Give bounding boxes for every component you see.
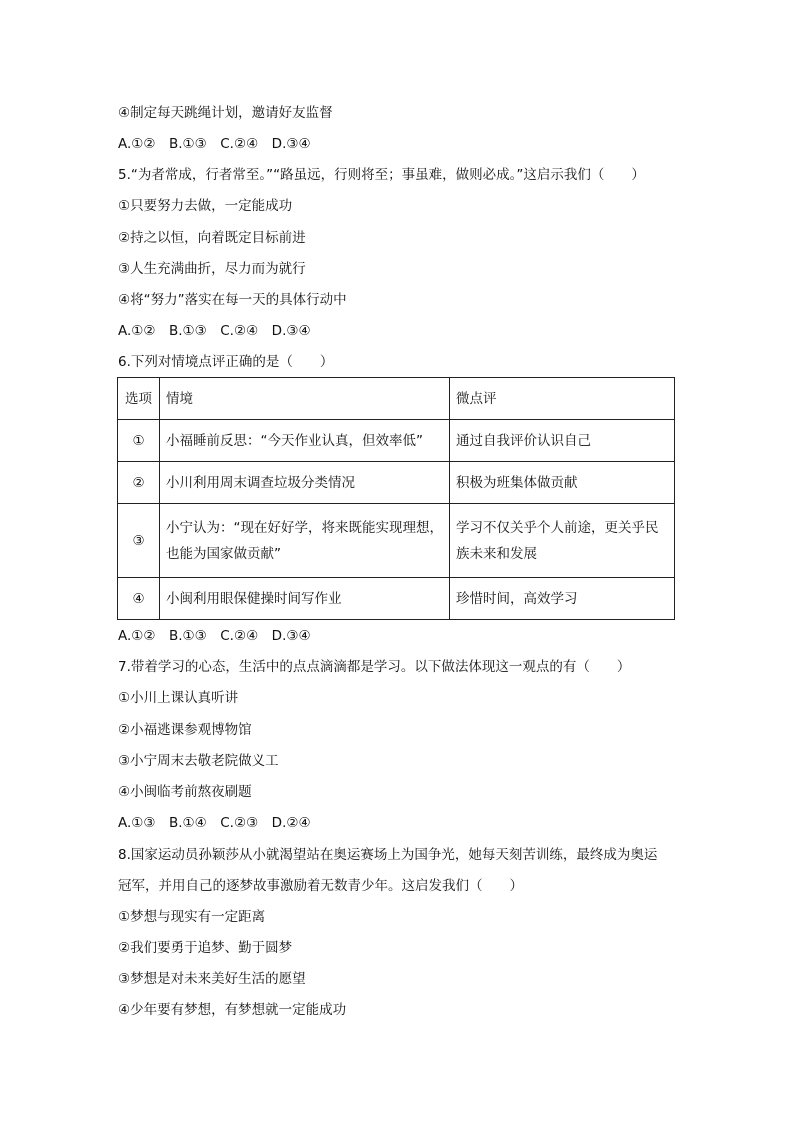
q4-answer-choices: A.①② B.①③ C.②④ D.③④ [118,136,311,152]
row-option: ④ [118,578,160,620]
q5-stem: 5.“为者常成，行者常至。”“路虽远，行则将至；事虽难，做则必成。”这启示我们（ ） [118,167,645,183]
row-comment-line: 学习不仅关乎个人前途，更关乎民 [456,519,659,536]
q6-stem: 6.下列对情境点评正确的是（ ） [118,354,334,370]
row-comment: 积极为班集体做贡献 [450,462,675,504]
q8-stem-line-1: 8.国家运动员孙颖莎从小就渴望站在奥运赛场上为国争光，她每天刻苦训练，最终成为奥运 [118,847,658,863]
q5-option-3: ③人生充满曲折，尽力而为就行 [118,261,306,277]
row-comment [450,504,675,578]
q7-answer-choices: A.①③ B.①④ C.②③ D.②④ [118,815,311,831]
scenario-table [117,377,675,620]
table-row [118,462,675,504]
q4-option-4: ④制定每天跳绳计划，邀请好友监督 [118,105,333,121]
q8-option-1: ①梦想与现实有一定距离 [118,909,266,925]
q8-option-3: ③梦想是对未来美好生活的愿望 [118,971,306,987]
table-row [118,420,675,462]
table-row [118,578,675,620]
q7-option-2: ②小福逃课参观博物馆 [118,722,252,738]
row-option: ① [118,420,160,462]
q7-option-1: ①小川上课认真听讲 [118,690,239,706]
q8-stem-line-2: 冠军，并用自己的逐梦故事激励着无数青少年。这启发我们（ ） [118,878,523,894]
q5-option-2: ②持之以恒，向着既定目标前进 [118,230,306,246]
q7-option-4: ④小闽临考前熬夜刷题 [118,784,252,800]
q7-option-3: ③小宁周末去敬老院做义工 [118,753,279,769]
row-context [160,504,450,578]
q8-option-2: ②我们要勇于追梦、勤于圆梦 [118,940,293,956]
header-option: 选项 [118,378,160,420]
row-option: ③ [118,504,160,578]
q7-stem: 7.带着学习的心态，生活中的点点滴滴都是学习。以下做法体现这一观点的有（ ） [118,659,631,675]
q6-answer-choices: A.①② B.①③ C.②④ D.③④ [118,628,311,644]
row-context-line: 小宁认为：“现在好好学，将来既能实现理想， [166,519,443,536]
row-context-line: 也能为国家做贡献” [166,545,281,562]
row-context: 小川利用周末调查垃圾分类情况 [160,462,450,504]
row-comment-line: 族未来和发展 [456,545,537,562]
row-comment: 珍惜时间，高效学习 [450,578,675,620]
row-option: ② [118,462,160,504]
row-comment: 通过自我评价认识自己 [450,420,675,462]
header-comment: 微点评 [450,378,675,420]
row-context: 小闽利用眼保健操时间写作业 [160,578,450,620]
q8-option-4: ④少年要有梦想，有梦想就一定能成功 [118,1002,347,1018]
q5-option-4: ④将“努力”落实在每一天的具体行动中 [118,292,347,308]
table-row [118,504,675,578]
q5-answer-choices: A.①② B.①③ C.②④ D.③④ [118,323,311,339]
header-context: 情境 [160,378,450,420]
table-header-row [118,378,675,420]
row-context: 小福睡前反思：“今天作业认真，但效率低” [160,420,450,462]
q5-option-1: ①只要努力去做，一定能成功 [118,198,293,214]
